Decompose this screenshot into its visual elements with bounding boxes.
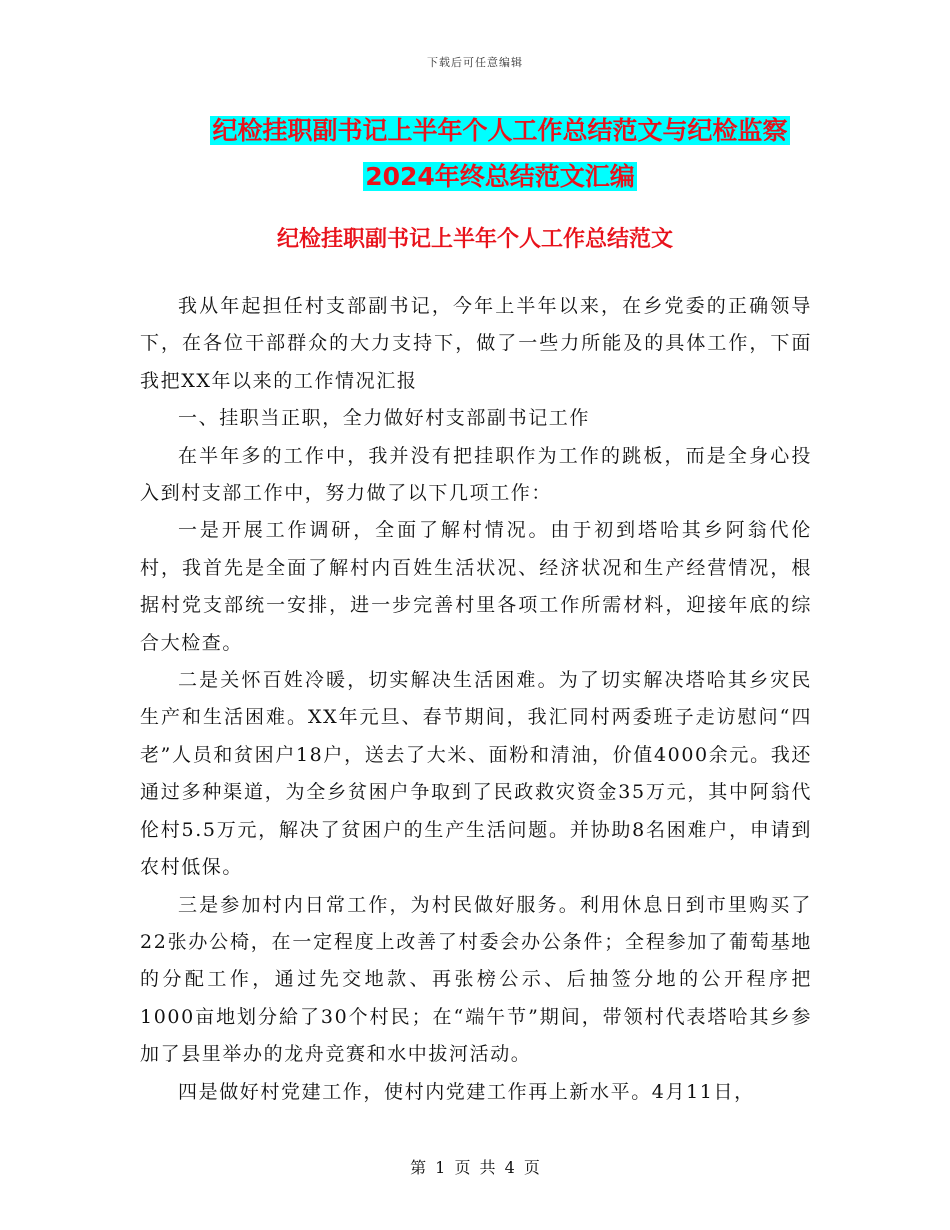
paragraph-intro: 我从年起担任村支部副书记，今年上半年以来，在乡党委的正确领导下，在各位干部群众的大力支持下，做了一些力所能及的具体工作，下面我把XX年以来的工作情况汇报 [140, 295, 812, 392]
paragraph-heading-1: 一、挂职当正职，全力做好村支部副书记工作 [178, 407, 591, 430]
document-title-line-1: 纪检挂职副书记上半年个人工作总结范文与纪检监察 [212, 116, 788, 145]
page-header-note: 下载后可任意编辑 [427, 56, 523, 69]
section-title: 纪检挂职副书记上半年个人工作总结范文 [276, 227, 673, 252]
paragraph: 在半年多的工作中，我并没有把挂职作为工作的跳板，而是全身心投入到村支部工作中，努力做了以下几项工作： [140, 444, 812, 505]
document-title-line-2: 2024年终总结范文汇编 [365, 162, 635, 191]
document-body [140, 288, 812, 1111]
paragraph-item-4: 四是做好村党建工作，使村内党建工作再上新水平。4月11日， [178, 1080, 755, 1103]
paragraph-item-2: 二是关怀百姓冷暖，切实解决生活困难。为了切实解决塔哈其乡灾民生产和生活困难。XX年元旦、春节期间，我汇同村两委班子走访慰问“四老”人员和贫困户18户，送去了大米、面粉和清油，价值4000余元。我还通过多种渠道，为全乡贫困户争取到了民政救灾资金35万元，其中阿翁代伦村5.5万元，解决了贫困户的生产生活问题。并协助8名困难户，申请到农村低保。 [140, 669, 812, 879]
page-number-footer: 第 1 页 共 4 页 [410, 1158, 540, 1177]
document-title [140, 108, 860, 200]
paragraph-item-3: 三是参加村内日常工作，为村民做好服务。利用休息日到市里购买了22张办公椅，在一定程度上改善了村委会办公条件；全程参加了葡萄基地的分配工作，通过先交地款、再张榜公示、后抽签分地的公开程序把1000亩地划分給了30个村民；在“端午节”期间，带领村代表塔哈其乡参加了县里举办的龙舟竞赛和水中拔河活动。 [140, 893, 812, 1066]
paragraph-item-1: 一是开展工作调研，全面了解村情况。由于初到塔哈其乡阿翁代伦村，我首先是全面了解村内百姓生活状况、经济状况和生产经营情况，根据村党支部统一安排，进一步完善村里各项工作所需材料，迎接年底的综合大检查。 [140, 519, 812, 654]
